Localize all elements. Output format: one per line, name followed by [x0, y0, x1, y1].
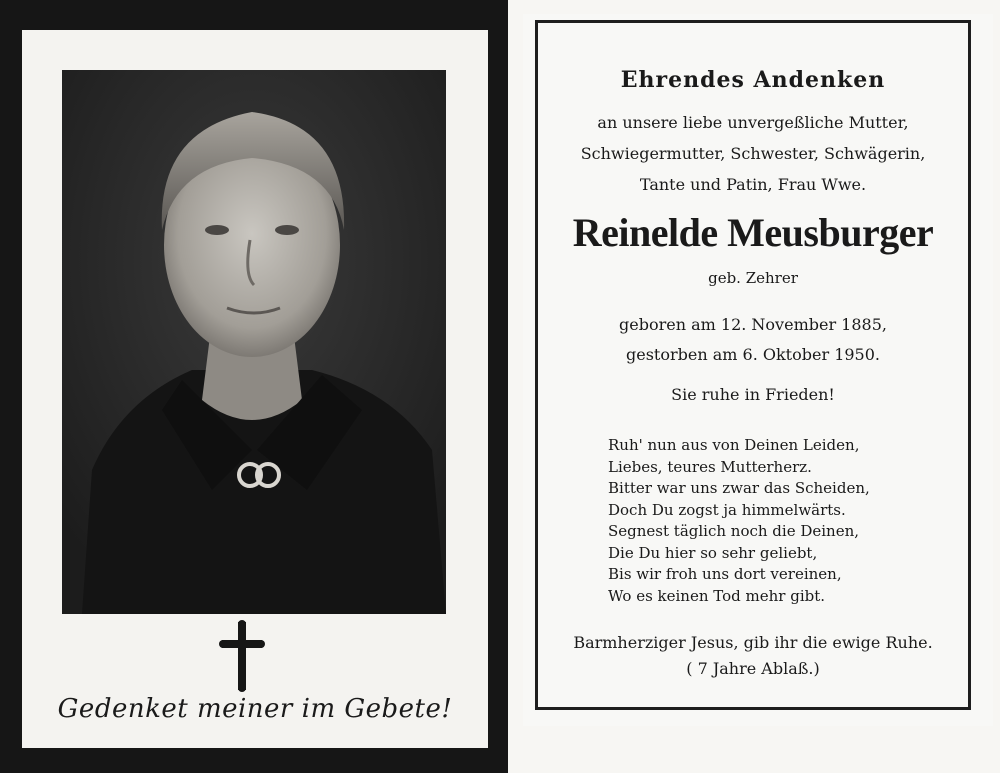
poem	[608, 435, 928, 607]
closing-prayer: Barmherziger Jesus, gib ihr die ewige Ruhe.	[573, 633, 933, 652]
dedication-line: Schwiegermutter, Schwester, Schwägerin,	[580, 144, 926, 163]
rest-in-peace: Sie ruhe in Frieden!	[671, 385, 835, 404]
indulgence-note: ( 7 Jahre Ablaß.)	[686, 659, 820, 678]
memorial-card-back	[523, 14, 993, 726]
dedication-line: Tante und Patin, Frau Wwe.	[639, 175, 867, 194]
heading: Ehrendes Andenken	[620, 67, 886, 93]
poem-line: Liebes, teures Mutterherz.	[608, 457, 812, 476]
poem-line: Segnest täglich noch die Deinen,	[608, 522, 860, 540]
dedication	[538, 107, 968, 200]
poem-line: Bis wir froh uns dort vereinen,	[608, 565, 842, 583]
poem-line: Ruh' nun aus von Deinen Leiden,	[608, 436, 860, 454]
death-date: gestorben am 6. Oktober 1950.	[625, 345, 880, 364]
poem-line: Wo es keinen Tod mehr gibt.	[608, 586, 826, 605]
cross-icon	[218, 620, 266, 692]
poem-line: Die Du hier so sehr geliebt,	[608, 543, 818, 562]
text-frame	[535, 20, 971, 710]
poem-line: Bitter war uns zwar das Scheiden,	[608, 479, 870, 497]
maiden-name: geb. Zehrer	[708, 269, 798, 287]
poem-line: Doch Du zogst ja himmelwärts.	[608, 500, 846, 519]
life-dates	[538, 310, 968, 370]
portrait-photo	[62, 70, 446, 614]
deceased-name: Reinelde Meusburger	[572, 210, 934, 255]
birth-date: geboren am 12. November 1885,	[619, 315, 887, 334]
card-front-inner	[22, 30, 488, 748]
dedication-line: an unsere liebe unvergeßliche Mutter,	[597, 113, 909, 132]
prayer-line: Gedenket meiner im Gebete!	[57, 694, 453, 724]
